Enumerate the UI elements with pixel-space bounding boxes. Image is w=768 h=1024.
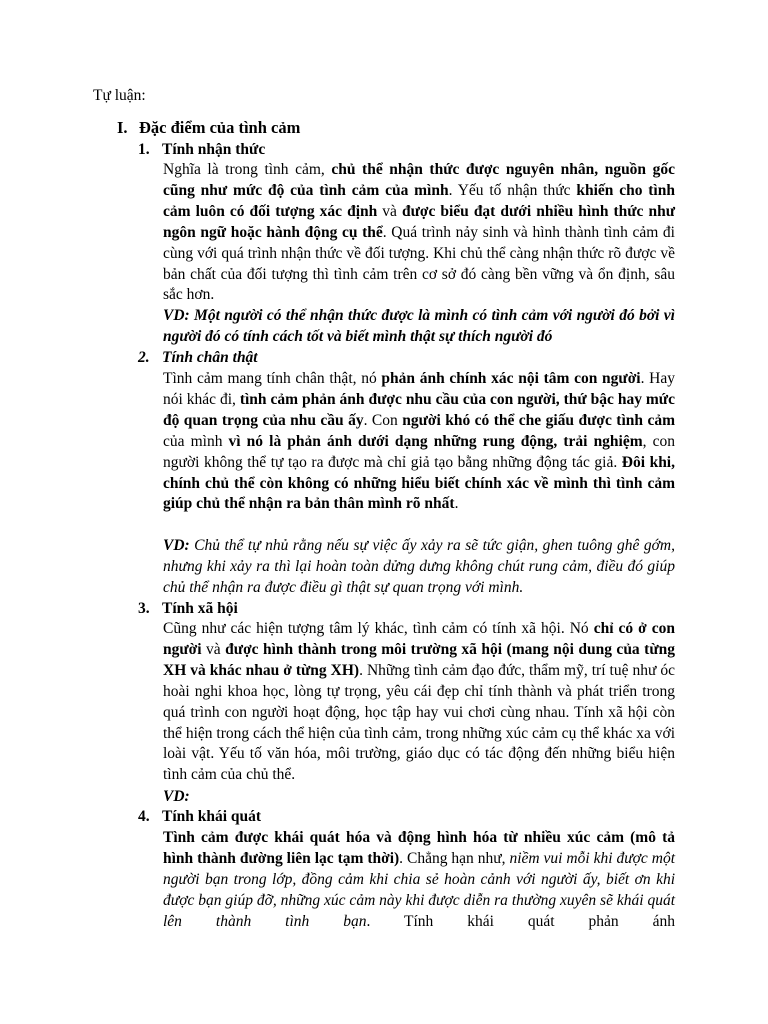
doc-title: Tự luận: bbox=[93, 87, 146, 104]
item-1-example bbox=[163, 306, 675, 348]
text-run: . bbox=[454, 495, 459, 513]
item-3-title: Tính xã hội bbox=[162, 600, 238, 617]
text-run: và bbox=[377, 202, 402, 220]
bold-run: tình cảm phản ánh được nhu cầu của con người, thứ bậc hay mức độ quan trọng của nhu cầu ấy bbox=[163, 390, 675, 429]
text-run: Nghĩa là trong tình cảm, bbox=[163, 161, 332, 178]
bold-run: chủ thể nhận thức được nguyên nhân, nguồn gốc cũng như mức độ của tình cảm của mình bbox=[163, 161, 675, 199]
item-3-example bbox=[163, 787, 675, 808]
section-number: I. bbox=[117, 118, 128, 137]
bold-run: Đôi khi, chính chủ thể còn không có những hiểu biết chính xác về mình thì tình cảm giúp chủ thể nhận ra bản thân mình rõ nhất bbox=[163, 453, 675, 513]
item-2-paragraph bbox=[163, 369, 675, 515]
item-4-number: 4. bbox=[138, 808, 150, 825]
text-run: của mình bbox=[163, 432, 229, 450]
text-run: và bbox=[201, 640, 226, 658]
example-text: VD: Một người có thể nhận thức được là mình có tình cảm với người đó bởi vì người đó có tính cách tốt và biết mình thật sự thích người đó bbox=[163, 307, 675, 345]
italic-run: niềm vui mỗi khi được một người bạn trong lớp, đồng cảm khi chia sẻ hoàn cảnh với người ấy, biết ơn khi được bạn giúp đỡ, những xúc cảm này khi được diễn ra thường xuyên sẽ khái quát lên thành tình bạn bbox=[163, 849, 675, 930]
text-run: . Những tình cảm đạo đức, thẩm mỹ, trí tuệ như óc hoài nghi khoa học, lòng tự trọng, yêu cái đẹp chỉ tính thành và phát triển trong quá trình con người hoạt động, học tập hay vui chơi cùng nhau. Tính xã hội còn thể hiện trong cách thể hiện của tình cảm, trong những xúc cảm cụ thể khác xa với loài vật. Yếu tố văn hóa, môi trường, giáo dục có tác động đến những biểu hiện tình cảm của chủ thể. bbox=[163, 661, 675, 784]
item-4-heading bbox=[138, 808, 261, 826]
item-2-title: Tính chân thật bbox=[162, 349, 258, 366]
bold-run: phản ánh chính xác nội tâm con người bbox=[381, 370, 641, 387]
text-run: , con người không thể tự tạo ra được mà chỉ giả tạo bằng những động tác giả. bbox=[163, 432, 675, 471]
text-run: . Chẳng hạn như, bbox=[399, 849, 510, 867]
bold-run: chỉ có ở con người bbox=[163, 620, 675, 658]
bold-run: khiến cho tình cảm luôn có đối tượng xác định bbox=[163, 181, 675, 220]
item-1-paragraph bbox=[163, 160, 675, 306]
item-1-number: 1. bbox=[138, 141, 150, 158]
item-1-heading bbox=[138, 141, 265, 159]
item-1-title: Tính nhận thức bbox=[162, 141, 266, 158]
item-3-heading bbox=[138, 600, 238, 618]
item-4-paragraph bbox=[163, 828, 675, 933]
text-run: Cũng như các hiện tượng tâm lý khác, tình cảm có tính xã hội. Nó bbox=[163, 620, 594, 637]
example-label: VD: bbox=[163, 788, 190, 805]
item-2-number: 2. bbox=[138, 349, 150, 366]
item-3-paragraph bbox=[163, 619, 675, 786]
text-run: . Con bbox=[363, 411, 403, 429]
bold-run: vì nó là phản ánh dưới dạng những rung động, trải nghiệm bbox=[228, 432, 643, 450]
bold-run: được hình thành trong môi trường xã hội (mang nội dung của từng XH và khác nhau ở từng XH) bbox=[163, 640, 675, 679]
bold-run: người khó có thể che giấu được tình cảm bbox=[402, 411, 675, 429]
text-run: . Quá trình nảy sinh và hình thành tình cảm đi cùng với quá trình nhận thức về đối tượng. Khi chủ thể càng nhận thức rõ được về bản chất của đối tượng thì tình cảm trên cơ sở đó càng bền vững và ổn định, sâu sắc hơn. bbox=[163, 223, 675, 304]
text-run: . Hay nói khác đi, bbox=[163, 370, 676, 408]
text-run: Tình cảm mang tính chân thật, nó bbox=[163, 370, 382, 387]
text-run: . Tính khái quát phản ánh bbox=[366, 912, 675, 930]
item-3-number: 3. bbox=[138, 600, 150, 617]
bold-run: Tình cảm được khái quát hóa và động hình hóa từ nhiều xúc cảm (mô tả hình thành đường liên lạc tạm thời) bbox=[163, 829, 675, 867]
item-2-example bbox=[163, 536, 675, 599]
item-4-title: Tính khái quát bbox=[162, 808, 262, 825]
bold-run: được biểu đạt dưới nhiều hình thức như ngôn ngữ hoặc hành động cụ thể bbox=[163, 202, 676, 241]
item-2-heading bbox=[138, 349, 258, 367]
section-heading bbox=[117, 118, 300, 138]
example-text: Chủ thể tự nhủ rằng nếu sự việc ấy xảy ra sẽ tức giận, ghen tuông ghê gớm, nhưng khi xảy ra thì lại hoàn toàn dửng dưng không chút rung cảm, điều đó giúp chủ thể nhận ra được điều gì thật sự quan trọng với mình. bbox=[163, 537, 675, 596]
example-label: VD: bbox=[163, 537, 190, 554]
section-title: Đặc điểm của tình cảm bbox=[139, 118, 301, 137]
text-run: . Yếu tố nhận thức bbox=[448, 181, 577, 199]
